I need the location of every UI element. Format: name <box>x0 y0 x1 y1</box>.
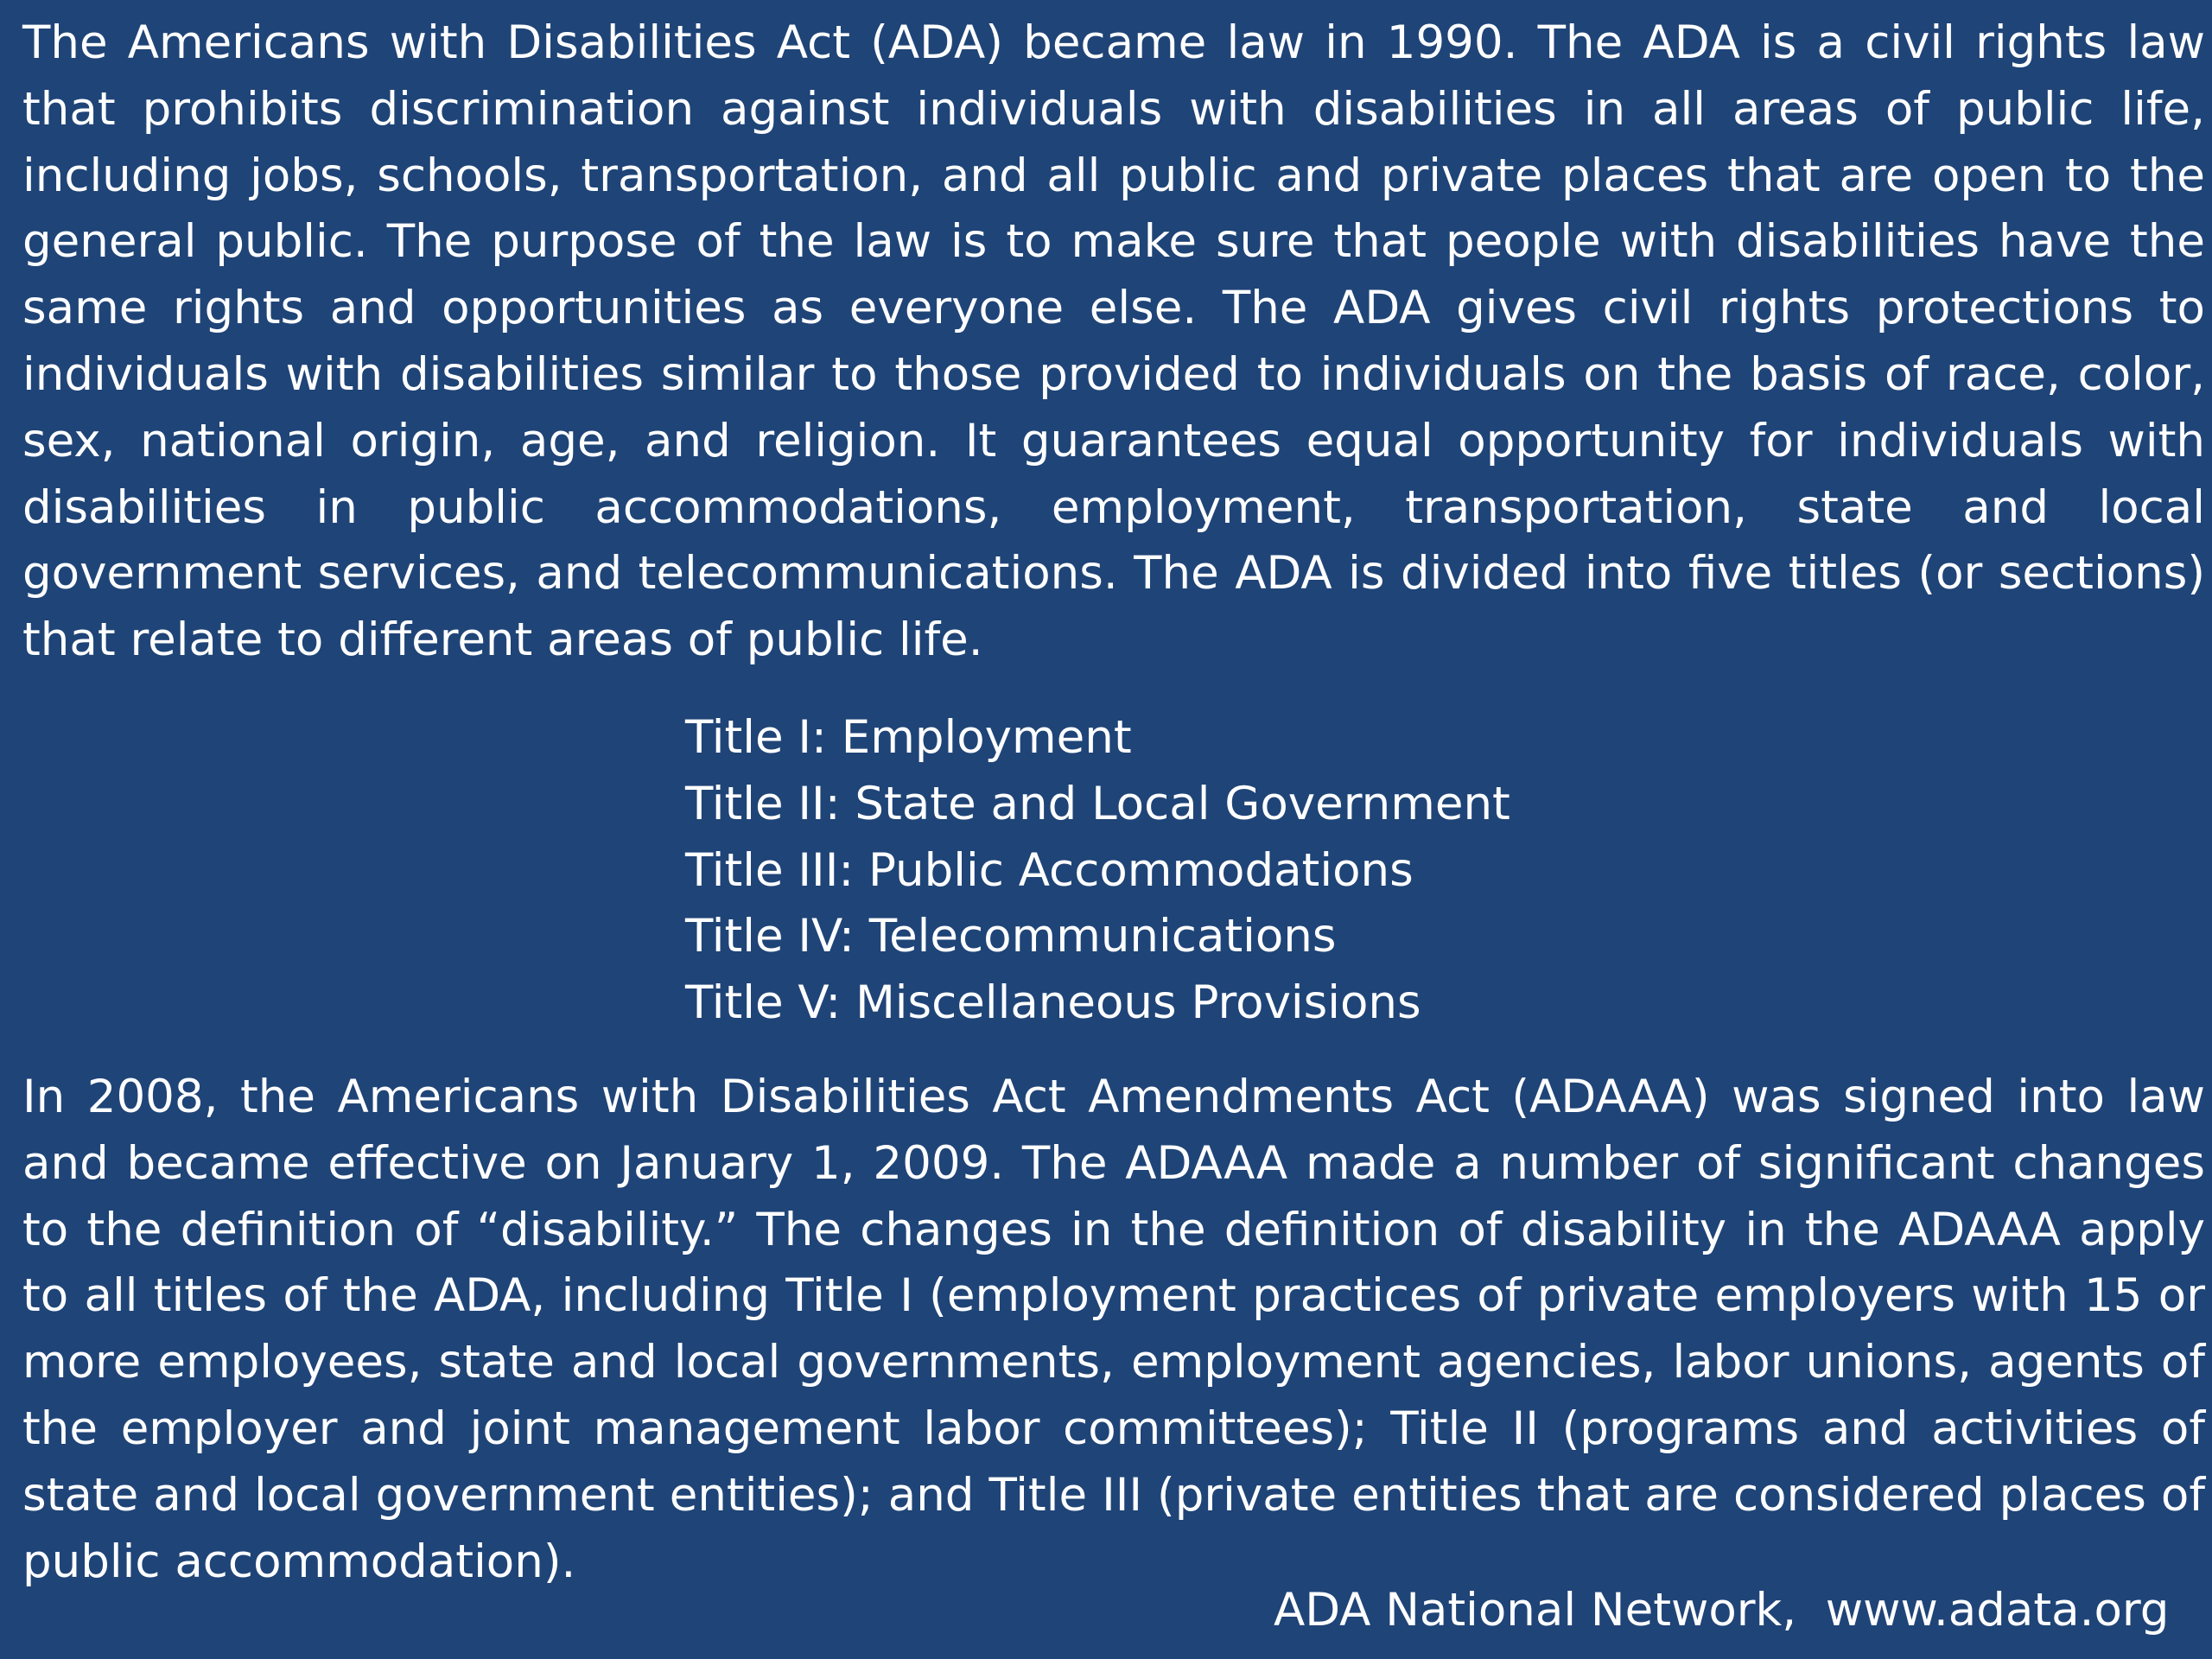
ada-titles-list <box>685 705 1510 1037</box>
title-item-1: Title I: Employment <box>685 711 1132 764</box>
title-item-5: Title V: Miscellaneous Provisions <box>685 976 1421 1030</box>
title-item-4: Title IV: Telecommunications <box>685 910 1337 963</box>
title-item-2: Title II: State and Local Government <box>685 777 1510 830</box>
amendments-paragraph: In 2008, the Americans with Disabilities Act Amendments Act (ADAAA) was signed into law and became effective on January 1, 2009. The ADAAA made a number of significant changes to the definition of “disability.” The changes in the definition of disability in the ADAAA apply to all titles of the ADA, including Title I (employment practices of private employers with 15 or more employees, state and local governments, employment agencies, labor unions, agents of the employer and joint management labor committees); Title II (programs and activities of state and local government entities); and Title III (private entities that are considered places of public accommodation). <box>22 1071 2205 1588</box>
source-credit: ADA National Network, www.adata.org <box>1274 1584 2170 1637</box>
intro-paragraph: The Americans with Disabilities Act (ADA) became law in 1990. The ADA is a civil rights law that prohibits discrimination against individuals with disabilities in all areas of public life, including jobs, schools, transportation, and all public and private places that are open to the general public. The purpose of the law is to make sure that people with disabilities have the same rights and opportunities as everyone else. The ADA gives civil rights protections to individuals with disabilities similar to those provided to individuals on the basis of race, color, sex, national origin, age, and religion. It guarantees equal opportunity for individuals with disabilities in public accommodations, employment, transportation, state and local government services, and telecommunications. The ADA is divided into five titles (or sections) that relate to different areas of public life. <box>22 16 2205 667</box>
title-item-3: Title III: Public Accommodations <box>685 843 1414 897</box>
